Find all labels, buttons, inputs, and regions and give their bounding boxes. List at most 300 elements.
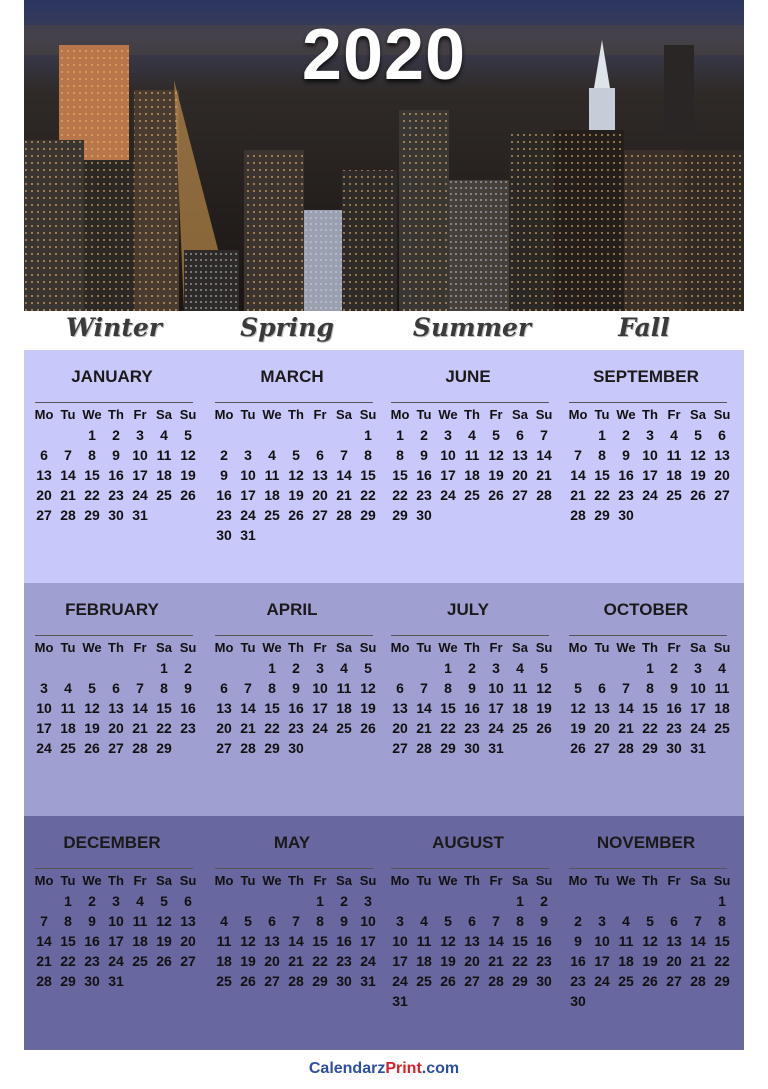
day-cell: 2 [574,913,582,929]
day-cell: 6 [396,680,404,696]
day-cell: 1 [444,660,452,676]
day-cell: 1 [396,427,404,443]
weekday-header: Su [713,407,731,422]
day-cell: 26 [84,740,100,756]
day-cell: 21 [618,720,634,736]
weekday-header: Th [464,640,480,655]
month-divider [35,868,193,869]
day-cell: 14 [288,933,304,949]
weekday-header: Tu [594,640,610,655]
day-cell: 10 [594,933,610,949]
weekday-header: Tu [240,407,256,422]
day-cell: 11 [216,933,232,949]
day-cell: 9 [420,447,428,463]
day-cell: 11 [666,447,682,463]
day-cell: 18 [336,700,352,716]
day-cell: 2 [468,660,476,676]
day-cell: 9 [540,913,548,929]
day-cell: 18 [666,467,682,483]
day-cell: 3 [40,680,48,696]
weekday-header: Tu [594,873,610,888]
day-cell: 7 [540,427,548,443]
weekday-header: Sa [512,640,528,655]
day-cell: 28 [60,507,76,523]
day-cell: 28 [618,740,634,756]
day-cell: 14 [618,700,634,716]
day-cell: 22 [156,720,172,736]
day-cell: 13 [264,933,280,949]
day-cell: 3 [444,427,452,443]
day-cell: 4 [220,913,228,929]
day-cell: 8 [444,680,452,696]
day-cell: 6 [40,447,48,463]
day-cell: 8 [364,447,372,463]
day-cell: 5 [88,680,96,696]
weekday-header: Mo [568,640,588,655]
footer-brand-main: Calendarz [308,1060,386,1077]
day-cell: 23 [180,720,196,736]
day-cell: 15 [512,933,528,949]
day-cell: 20 [180,933,196,949]
weekday-header: Sa [690,873,706,888]
weekday-header: Tu [416,873,432,888]
month-divider [391,868,549,869]
day-cell: 14 [570,467,586,483]
day-cell: 6 [112,680,120,696]
day-cell: 23 [216,507,232,523]
day-cell: 15 [360,467,376,483]
day-cell: 30 [108,507,124,523]
day-cell: 14 [240,700,256,716]
day-cell: 27 [36,507,52,523]
weekday-header: Mo [214,873,234,888]
day-cell: 22 [594,487,610,503]
day-cell: 25 [464,487,480,503]
weekday-header: Tu [240,873,256,888]
day-cell: 30 [536,973,552,989]
day-cell: 1 [718,893,726,909]
day-cell: 8 [396,447,404,463]
day-cell: 15 [642,700,658,716]
day-cell: 30 [618,507,634,523]
day-cell: 12 [536,680,552,696]
day-cell: 8 [598,447,606,463]
day-cell: 2 [540,893,548,909]
day-cell: 29 [264,740,280,756]
day-cell: 27 [464,973,480,989]
weekday-header: We [262,873,282,888]
day-cell: 10 [690,680,706,696]
day-cell: 4 [136,893,144,909]
day-cell: 28 [240,740,256,756]
weekday-header: Su [359,873,377,888]
weekday-header: Th [288,640,304,655]
day-cell: 16 [570,953,586,969]
footer-brand-suffix: .com [421,1060,460,1077]
day-cell: 11 [464,447,480,463]
weekday-header: Sa [156,873,172,888]
day-cell: 2 [220,447,228,463]
weekday-header: Fr [133,873,147,888]
season-winter: Winter [66,313,162,342]
day-cell: 30 [464,740,480,756]
day-cell: 3 [646,427,654,443]
day-cell: 14 [132,700,148,716]
day-cell: 31 [240,527,256,543]
day-cell: 27 [594,740,610,756]
day-cell: 4 [622,913,630,929]
weekday-header: Mo [34,873,54,888]
weekday-header: Tu [60,873,76,888]
day-cell: 29 [512,973,528,989]
month-name: APRIL [266,600,318,619]
weekday-header: Su [713,640,731,655]
day-cell: 18 [714,700,730,716]
day-cell: 17 [240,487,256,503]
day-cell: 15 [392,467,408,483]
weekday-header: Mo [568,407,588,422]
day-cell: 2 [88,893,96,909]
day-cell: 26 [488,487,504,503]
day-cell: 20 [108,720,124,736]
day-cell: 18 [60,720,76,736]
day-cell: 19 [570,720,586,736]
day-cell: 29 [312,973,328,989]
day-cell: 24 [312,720,328,736]
day-cell: 27 [512,487,528,503]
day-cell: 7 [574,447,582,463]
day-cell: 7 [292,913,300,929]
day-cell: 8 [88,447,96,463]
weekday-header: Mo [568,873,588,888]
day-cell: 14 [60,467,76,483]
weekday-header: Fr [133,407,147,422]
month-divider [569,402,727,403]
day-cell: 30 [416,507,432,523]
weekday-header: We [616,407,636,422]
weekday-header: Tu [416,640,432,655]
weekday-header: We [616,640,636,655]
day-cell: 8 [316,913,324,929]
day-cell: 13 [392,700,408,716]
day-cell: 28 [536,487,552,503]
day-cell: 31 [108,973,124,989]
weekday-header: Sa [690,407,706,422]
day-cell: 7 [694,913,702,929]
day-cell: 2 [292,660,300,676]
day-cell: 2 [184,660,192,676]
day-cell: 19 [240,953,256,969]
day-cell: 12 [180,447,196,463]
day-cell: 24 [240,507,256,523]
day-cell: 26 [536,720,552,736]
day-cell: 22 [60,953,76,969]
day-cell: 23 [288,720,304,736]
city-skyline-photo [24,0,744,311]
day-cell: 20 [216,720,232,736]
weekday-header: Mo [390,640,410,655]
day-cell: 25 [336,720,352,736]
day-cell: 28 [288,973,304,989]
weekday-header: Th [288,873,304,888]
weekday-header: We [82,873,102,888]
day-cell: 30 [288,740,304,756]
day-cell: 4 [268,447,276,463]
day-cell: 17 [690,700,706,716]
day-cell: 13 [36,467,52,483]
day-cell: 29 [84,507,100,523]
weekday-header: Su [179,640,197,655]
day-cell: 9 [220,467,228,483]
day-cell: 5 [646,913,654,929]
day-cell: 18 [512,700,528,716]
weekday-header: We [438,407,458,422]
day-cell: 10 [360,913,376,929]
weekday-header: Fr [133,640,147,655]
day-cell: 21 [570,487,586,503]
day-cell: 6 [268,913,276,929]
day-cell: 2 [112,427,120,443]
day-cell: 17 [488,700,504,716]
day-cell: 8 [718,913,726,929]
day-cell: 29 [156,740,172,756]
day-cell: 8 [64,913,72,929]
month-divider [215,635,373,636]
day-cell: 29 [714,973,730,989]
day-cell: 24 [360,953,376,969]
day-cell: 17 [360,933,376,949]
weekday-header: Th [288,407,304,422]
day-cell: 18 [264,487,280,503]
day-cell: 1 [64,893,72,909]
day-cell: 30 [336,973,352,989]
day-cell: 14 [36,933,52,949]
day-cell: 23 [336,953,352,969]
day-cell: 25 [416,973,432,989]
day-cell: 11 [714,680,730,696]
month-name: OCTOBER [603,600,689,619]
day-cell: 17 [312,700,328,716]
day-cell: 25 [512,720,528,736]
day-cell: 18 [416,953,432,969]
day-cell: 29 [594,507,610,523]
day-cell: 5 [444,913,452,929]
day-cell: 29 [392,507,408,523]
day-cell: 23 [666,720,682,736]
day-cell: 28 [690,973,706,989]
weekday-header: Th [464,873,480,888]
day-cell: 9 [184,680,192,696]
weekday-header: Sa [156,407,172,422]
weekday-header: Th [642,873,658,888]
day-cell: 16 [180,700,196,716]
day-cell: 10 [642,447,658,463]
weekday-header: Su [535,407,553,422]
day-cell: 12 [690,447,706,463]
day-cell: 30 [84,973,100,989]
day-cell: 3 [112,893,120,909]
day-cell: 22 [440,720,456,736]
day-cell: 24 [594,973,610,989]
month-divider [215,868,373,869]
day-cell: 21 [288,953,304,969]
day-cell: 24 [642,487,658,503]
day-cell: 6 [598,680,606,696]
day-cell: 10 [488,680,504,696]
day-cell: 27 [392,740,408,756]
day-cell: 3 [364,893,372,909]
day-cell: 17 [36,720,52,736]
day-cell: 9 [112,447,120,463]
day-cell: 2 [420,427,428,443]
day-cell: 4 [420,913,428,929]
day-cell: 22 [392,487,408,503]
day-cell: 12 [360,680,376,696]
day-cell: 21 [416,720,432,736]
day-cell: 21 [536,467,552,483]
weekday-header: Tu [60,407,76,422]
day-cell: 16 [666,700,682,716]
day-cell: 20 [392,720,408,736]
day-cell: 17 [132,467,148,483]
day-cell: 1 [160,660,168,676]
day-cell: 6 [316,447,324,463]
weekday-header: Mo [390,873,410,888]
day-cell: 10 [392,933,408,949]
day-cell: 6 [184,893,192,909]
weekday-header: Tu [594,407,610,422]
day-cell: 14 [416,700,432,716]
weekday-header: We [262,407,282,422]
day-cell: 14 [488,933,504,949]
weekday-header: Th [108,407,124,422]
day-cell: 24 [132,487,148,503]
day-cell: 31 [360,973,376,989]
day-cell: 15 [60,933,76,949]
day-cell: 5 [540,660,548,676]
month-name: FEBRUARY [65,600,159,619]
day-cell: 25 [264,507,280,523]
day-cell: 13 [312,467,328,483]
day-cell: 21 [60,487,76,503]
weekday-header: Su [713,873,731,888]
weekday-header: Fr [313,873,327,888]
weekday-header: Su [359,640,377,655]
day-cell: 4 [160,427,168,443]
day-cell: 12 [488,447,504,463]
day-cell: 16 [288,700,304,716]
day-cell: 22 [84,487,100,503]
day-cell: 15 [440,700,456,716]
day-cell: 28 [416,740,432,756]
day-cell: 22 [264,720,280,736]
day-cell: 28 [132,740,148,756]
weekday-header: We [616,873,636,888]
day-cell: 5 [574,680,582,696]
day-cell: 3 [694,660,702,676]
day-cell: 30 [570,993,586,1009]
day-cell: 19 [488,467,504,483]
weekday-header: Fr [667,640,681,655]
day-cell: 13 [512,447,528,463]
month-divider [35,635,193,636]
day-cell: 7 [136,680,144,696]
weekday-header: Th [108,873,124,888]
weekday-header: Su [535,873,553,888]
month-name: NOVEMBER [596,833,696,852]
day-cell: 16 [108,467,124,483]
day-cell: 9 [88,913,96,929]
day-cell: 19 [440,953,456,969]
day-cell: 11 [132,913,148,929]
day-cell: 7 [622,680,630,696]
day-cell: 16 [336,933,352,949]
day-cell: 27 [714,487,730,503]
day-cell: 19 [156,933,172,949]
day-cell: 27 [108,740,124,756]
day-cell: 6 [718,427,726,443]
day-cell: 16 [464,700,480,716]
day-cell: 20 [594,720,610,736]
day-cell: 12 [240,933,256,949]
day-cell: 6 [670,913,678,929]
day-cell: 22 [642,720,658,736]
day-cell: 26 [156,953,172,969]
weekday-header: Fr [667,873,681,888]
day-cell: 25 [132,953,148,969]
day-cell: 22 [312,953,328,969]
season-fall: Fall [618,313,670,342]
weekday-header: Fr [313,640,327,655]
day-cell: 20 [512,467,528,483]
day-cell: 23 [84,953,100,969]
day-cell: 10 [108,913,124,929]
day-cell: 23 [416,487,432,503]
weekday-header: Tu [416,407,432,422]
month-divider [569,868,727,869]
weekday-header: Tu [240,640,256,655]
day-cell: 7 [244,680,252,696]
day-cell: 6 [468,913,476,929]
day-cell: 19 [180,467,196,483]
day-cell: 24 [488,720,504,736]
day-cell: 20 [264,953,280,969]
day-cell: 31 [690,740,706,756]
day-cell: 19 [690,467,706,483]
day-cell: 3 [244,447,252,463]
month-divider [215,402,373,403]
month-divider [391,635,549,636]
day-cell: 26 [240,973,256,989]
day-cell: 10 [36,700,52,716]
day-cell: 24 [108,953,124,969]
day-cell: 8 [268,680,276,696]
season-labels [24,311,744,349]
month-name: JANUARY [71,367,153,386]
day-cell: 1 [364,427,372,443]
day-cell: 5 [160,893,168,909]
day-cell: 31 [132,507,148,523]
day-cell: 4 [718,660,726,676]
day-cell: 27 [312,507,328,523]
day-cell: 29 [60,973,76,989]
weekday-header: Su [179,407,197,422]
day-cell: 26 [180,487,196,503]
day-cell: 21 [336,487,352,503]
day-cell: 7 [64,447,72,463]
weekday-header: Su [179,873,197,888]
day-cell: 27 [666,973,682,989]
